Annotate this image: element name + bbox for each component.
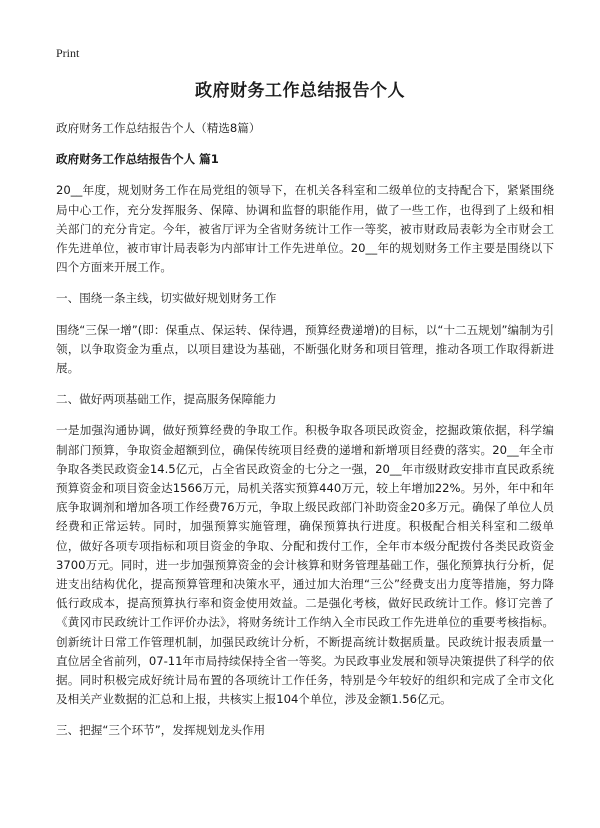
heading-two: 二、做好两项基础工作，提高服务保障能力 [56, 392, 277, 407]
paragraph-two: 一是加强沟通协调，做好预算经费的争取工作。积极争取各项民政资金，挖掘政策依据，科学编制部门预算，争取资金超额到位，确保传统项目经费的递增和新增项目经费的落实。20__年全市争取各类民政资金14.5亿元，占全省民政资金的七分之一强，20__年市级财政安排市直民政系统预算资金和项目资金达1566万元，局机关落实预算440万元，较上年增加22%。另外，年中和年底争取调剂和增加各项工作经费76万元，争取上级民政部门补助资金20多万元。确保了单位人员经费和正常运转。同时，加强预算实施管理，确保预算执行进度。积极配合相关科室和二级单位，做好各项专项指标和项目资金的争取、分配和拨付工作，全年市本级分配拨付各类民政资金3700万元。同时，进一步加强预算资金的会计核算和财务管理基础工作，强化预算执行分析，促进支出结构优化，提高预算管理和决策水平，通过加大治理“三公”经费支出力度等措施，努力降低行政成本，提高预算执行率和资金使用效益。二是强化考核，做好民政统计工作。修订完善了《黄冈市民政统计工作评价办法》，将财务统计工作纳入全市民政工作先进单位的重要考核指标。创新统计日常工作管理机制，加强民政统计分析，不断提高统计数据质量。民政统计报表质量一直位居全省前列，07-11年市局持续保持全省一等奖。为民政事业发展和领导决策提供了科学的依据。同时积极完成好统计局布置的各项统计工作任务，特别是今年较好的组织和完成了全市文化及相关产业数据的汇总和上报，共核实上报104个单位，涉及金额1.56亿元。 [56, 423, 554, 707]
print-label[interactable]: Print [56, 46, 80, 60]
document-body [56, 119, 554, 753]
section-title: 政府财务工作总结报告个人 篇1 [56, 152, 219, 167]
document-subtitle: 政府财务工作总结报告个人（精选8篇） [56, 121, 261, 135]
intro-paragraph: 20__年度，规划财务工作在局党组的领导下，在机关各科室和二级单位的支持配合下，紧紧围绕局中心工作，充分发挥服务、保障、协调和监督的职能作用，做了一些工作，也得到了上级和相关部门的充分肯定。今年，被省厅评为全省财务统计工作一等奖，被市财政局表彰为全市财会工作先进单位，被市审计局表彰为内部审计工作先进单位。20__年的规划财务工作主要是围绕以下四个方面来开展工作。 [56, 183, 554, 275]
page-title: 政府财务工作总结报告个人 [195, 81, 405, 101]
heading-three: 三、把握“三个环节”，发挥规划龙头作用 [56, 723, 266, 738]
heading-one: 一、围绕一条主线，切实做好规划财务工作 [56, 291, 277, 306]
paragraph-one: 围绕“三保一增”(即：保重点、保运转、保待遇，预算经费递增)的目标，以“十二五规划”编制为引领，以争取资金为重点，以项目建设为基础，不断强化财务和项目管理，推动各项工作取得新进展。 [56, 322, 554, 376]
